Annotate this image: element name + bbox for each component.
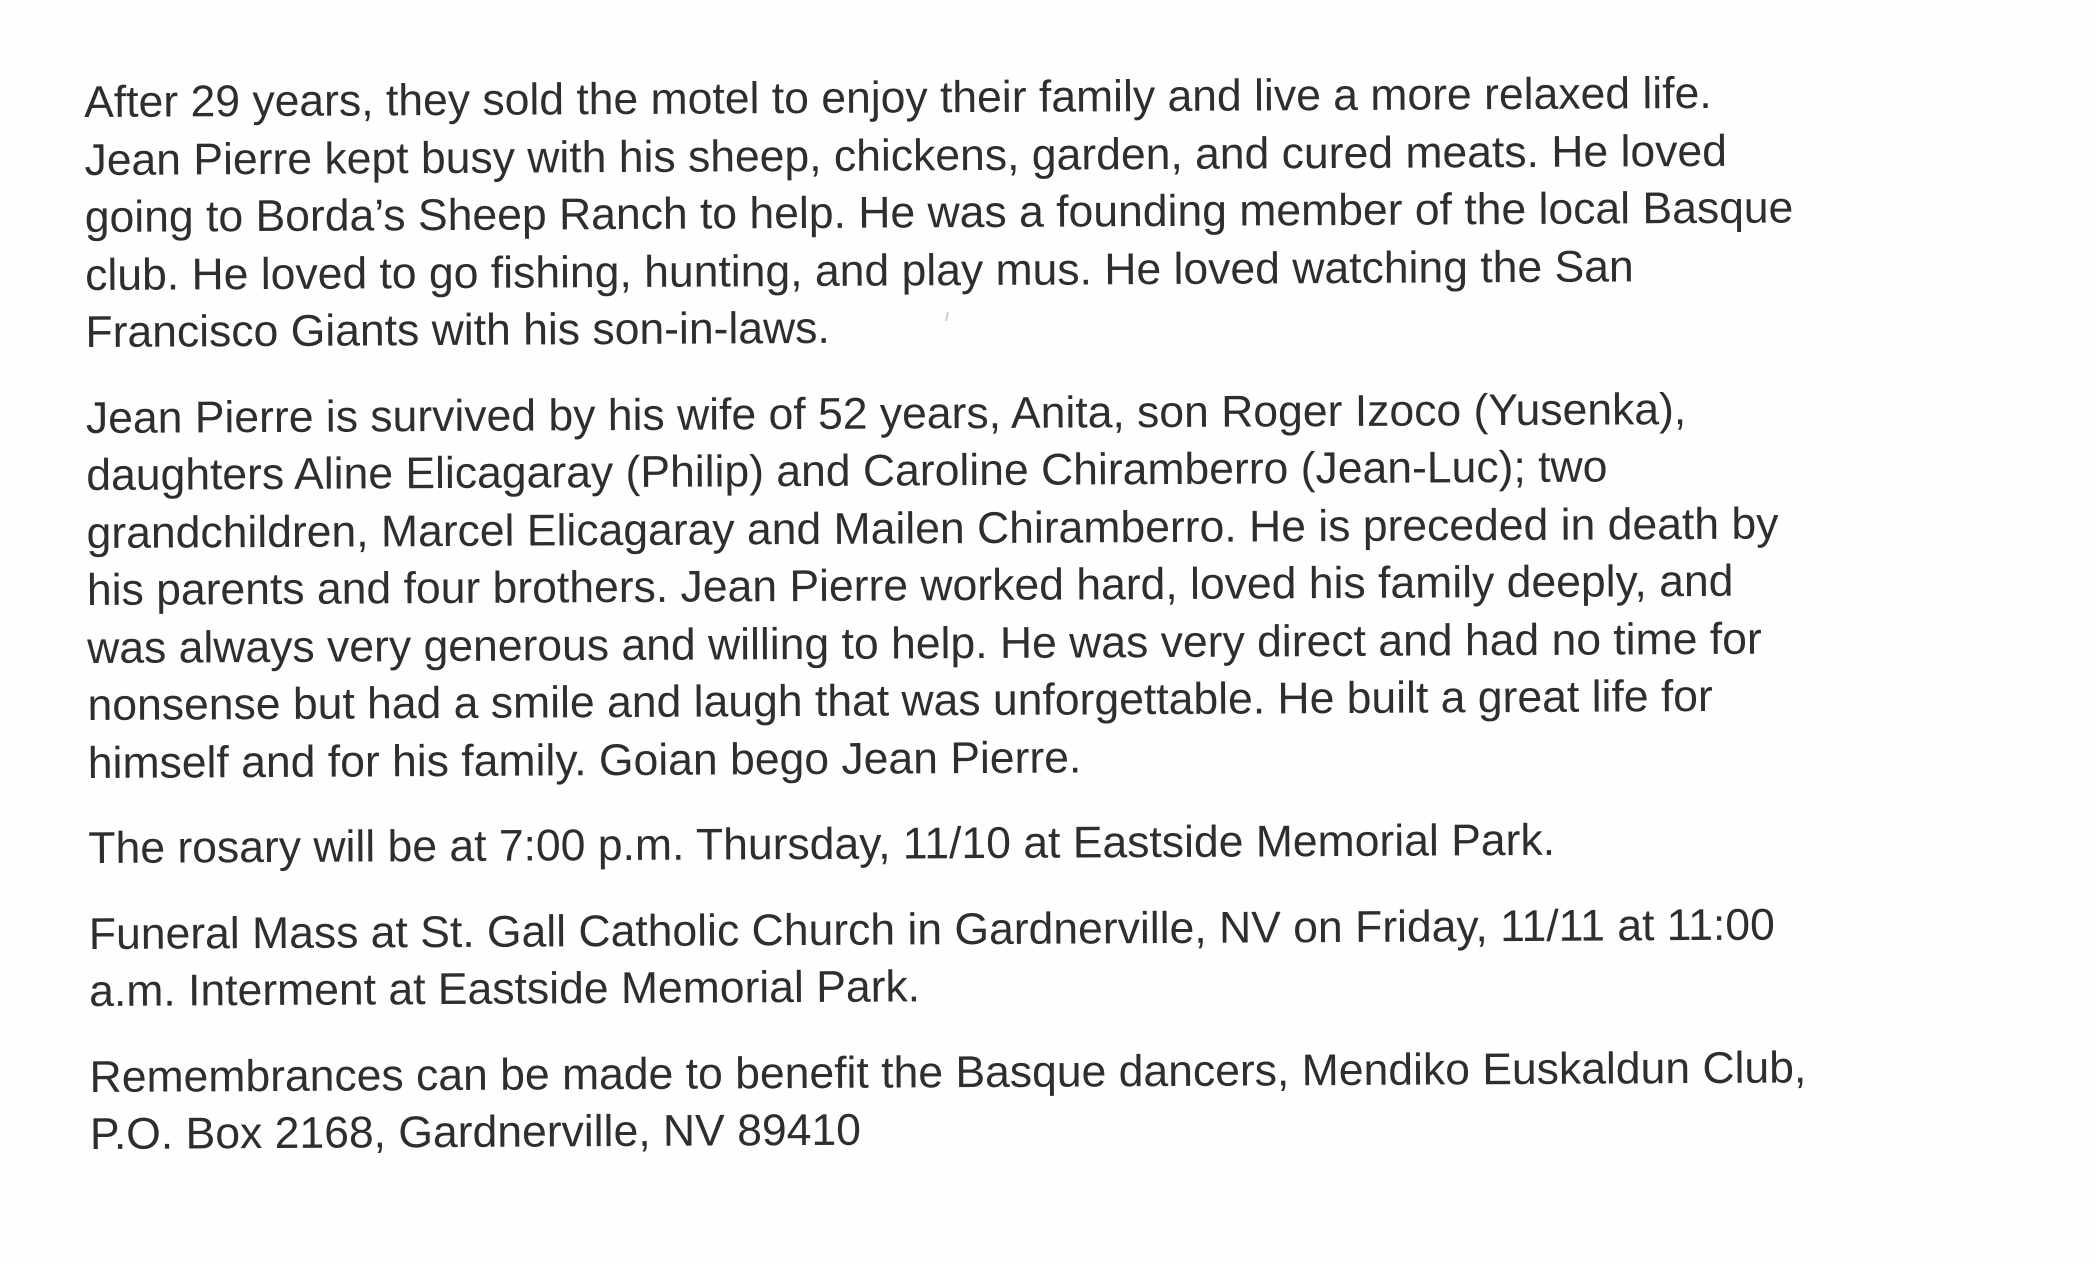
text-line: Funeral Mass at St. Gall Catholic Church in Gardnerville, NV on Friday, 11/11 at 11:00 <box>88 900 1775 959</box>
text-line: his parents and four brothers. Jean Pierre worked hard, loved his family deeply, and <box>86 556 1734 615</box>
paragraph-remembrances <box>89 1038 2050 1164</box>
text-line: daughters Aline Elicagaray (Philip) and Caroline Chiramberro (Jean-Luc); two <box>86 442 1608 500</box>
paragraph-funeral-mass <box>89 895 2050 1021</box>
text-line: was always very generous and willing to help. He was very direct and had no time for <box>87 614 1762 673</box>
text-line: nonsense but had a smile and laugh that was unforgettable. He built a great life for <box>87 671 1713 730</box>
text-line: himself and for his family. Goian bego Jean Pierre. <box>87 732 1082 788</box>
text-line: Remembrances can be made to benefit the Basque dancers, Mendiko Euskaldun Club, <box>89 1042 1807 1102</box>
text-line: After 29 years, they sold the motel to enjoy their family and live a more relaxed life. <box>84 68 1712 127</box>
text-line: Jean Pierre is survived by his wife of 52 years, Anita, son Roger Izoco (Yusenka), <box>85 384 1687 443</box>
paragraph-survivors <box>86 379 2048 792</box>
text-line: Francisco Giants with his son-in-laws. <box>85 303 830 357</box>
text-line: club. He loved to go fishing, hunting, and play mus. He loved watching the San <box>84 241 1634 300</box>
text-line: Jean Pierre kept busy with his sheep, chickens, garden, and cured meats. He loved <box>84 126 1728 185</box>
paragraph-retirement <box>84 63 2046 361</box>
obituary-text <box>84 63 2050 1191</box>
text-line: a.m. Interment at Eastside Memorial Park. <box>88 962 921 1016</box>
text-line: P.O. Box 2168, Gardnerville, NV 89410 <box>89 1105 862 1159</box>
paragraph-rosary <box>88 809 2048 877</box>
text-line: The rosary will be at 7:00 p.m. Thursday, 11/10 at Eastside Memorial Park. <box>88 815 1556 873</box>
text-line: grandchildren, Marcel Elicagaray and Mailen Chiramberro. He is preceded in death by <box>86 499 1779 558</box>
text-line: going to Borda’s Sheep Ranch to help. He was a founding member of the local Basque <box>84 183 1794 242</box>
